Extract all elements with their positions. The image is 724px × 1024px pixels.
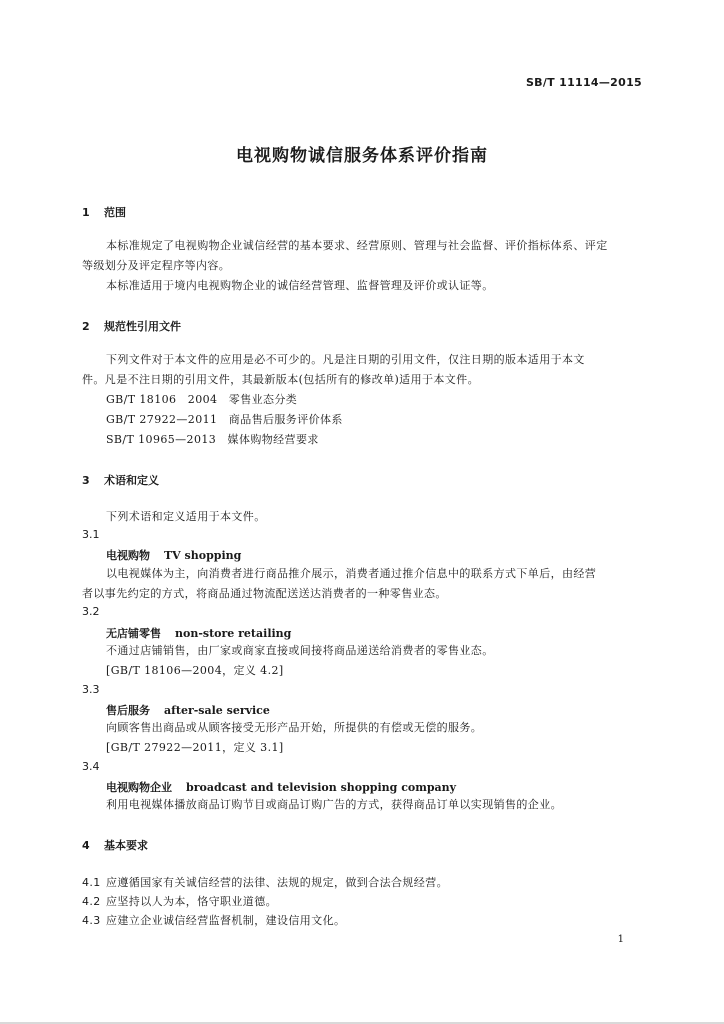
paragraph-line: 下列术语和定义适用于本文件。: [106, 510, 266, 523]
term-chinese: 售后服务: [106, 704, 150, 717]
term-title: [106, 625, 291, 641]
term-english: TV shopping: [164, 549, 242, 562]
clause-number: 4.1: [82, 876, 101, 889]
definition-line: 向顾客售出商品或从顾客接受无形产品开始，所提供的有偿或无偿的服务。: [106, 721, 483, 734]
term-title: [106, 547, 241, 563]
clause-item: [82, 892, 277, 912]
term-chinese: 电视购物企业: [106, 781, 172, 794]
clause-item: [82, 911, 345, 931]
definition-line: 以电视媒体为主，向消费者进行商品推介展示，消费者通过推介信息中的联系方式下单后，由经营: [106, 567, 597, 580]
section-2-heading: [82, 318, 181, 334]
paragraph-line: 本标准适用于境内电视购物企业的诚信经营管理、监督管理及评价或认证等。: [106, 279, 494, 292]
section-1-heading: [82, 204, 126, 220]
clause-text: 应遵循国家有关诚信经营的法律、法规的规定，做到合法合规经营。: [106, 876, 448, 889]
section-title: 基本要求: [104, 839, 148, 852]
section-number: 3: [82, 474, 90, 487]
section-title: 术语和定义: [104, 474, 159, 487]
page-number: 1: [617, 934, 624, 945]
term-title: [106, 702, 270, 718]
definition-source: [GB/T 27922—2011，定义 3.1]: [106, 741, 284, 754]
term-chinese: 电视购物: [106, 549, 150, 562]
paragraph-line: 件。凡是不注日期的引用文件，其最新版本(包括所有的修改单)适用于本文件。: [82, 373, 479, 386]
clause-number: 4.2: [82, 895, 101, 908]
document-title: 电视购物诚信服务体系评价指南: [236, 146, 488, 166]
section-number: 2: [82, 320, 90, 333]
term-number: 3.4: [82, 760, 100, 773]
term-chinese: 无店铺零售: [106, 627, 161, 640]
section-title: 规范性引用文件: [104, 320, 181, 333]
paragraph-line: 等级划分及评定程序等内容。: [82, 259, 231, 272]
term-english: broadcast and television shopping company: [186, 781, 457, 794]
reference-item: SB/T 10965—2013 媒体购物经营要求: [106, 433, 319, 446]
standard-code: SB/T 11114—2015: [525, 76, 642, 89]
section-3-heading: [82, 472, 159, 488]
definition-line: 者以事先约定的方式，将商品通过物流配送送达消费者的一种零售业态。: [82, 587, 447, 600]
section-title: 范围: [104, 206, 126, 219]
term-number: 3.3: [82, 683, 100, 696]
definition-line: 利用电视媒体播放商品订购节目或商品订购广告的方式，获得商品订单以实现销售的企业。: [106, 798, 562, 811]
term-english: non-store retailing: [175, 627, 292, 640]
paragraph-line: 本标准规定了电视购物企业诚信经营的基本要求、经营原则、管理与社会监督、评价指标体系、评定: [106, 239, 608, 252]
clause-item: [82, 873, 448, 893]
section-number: 1: [82, 206, 90, 219]
reference-item: GB/T 18106 2004 零售业态分类: [106, 393, 298, 406]
definition-line: 不通过店铺销售，由厂家或商家直接或间接将商品递送给消费者的零售业态。: [106, 644, 494, 657]
clause-text: 应建立企业诚信经营监督机制，建设信用文化。: [106, 914, 346, 927]
paragraph-line: 下列文件对于本文件的应用是必不可少的。凡是注日期的引用文件，仅注日期的版本适用于本文: [106, 353, 585, 366]
clause-number: 4.3: [82, 914, 101, 927]
section-4-heading: [82, 837, 148, 853]
reference-item: GB/T 27922—2011 商品售后服务评价体系: [106, 413, 343, 426]
term-english: after-sale service: [164, 704, 270, 717]
clause-text: 应坚持以人为本，恪守职业道德。: [106, 895, 277, 908]
term-title: [106, 779, 456, 795]
term-number: 3.2: [82, 605, 100, 618]
section-number: 4: [82, 839, 90, 852]
term-number: 3.1: [82, 528, 100, 541]
definition-source: [GB/T 18106—2004，定义 4.2]: [106, 664, 284, 677]
